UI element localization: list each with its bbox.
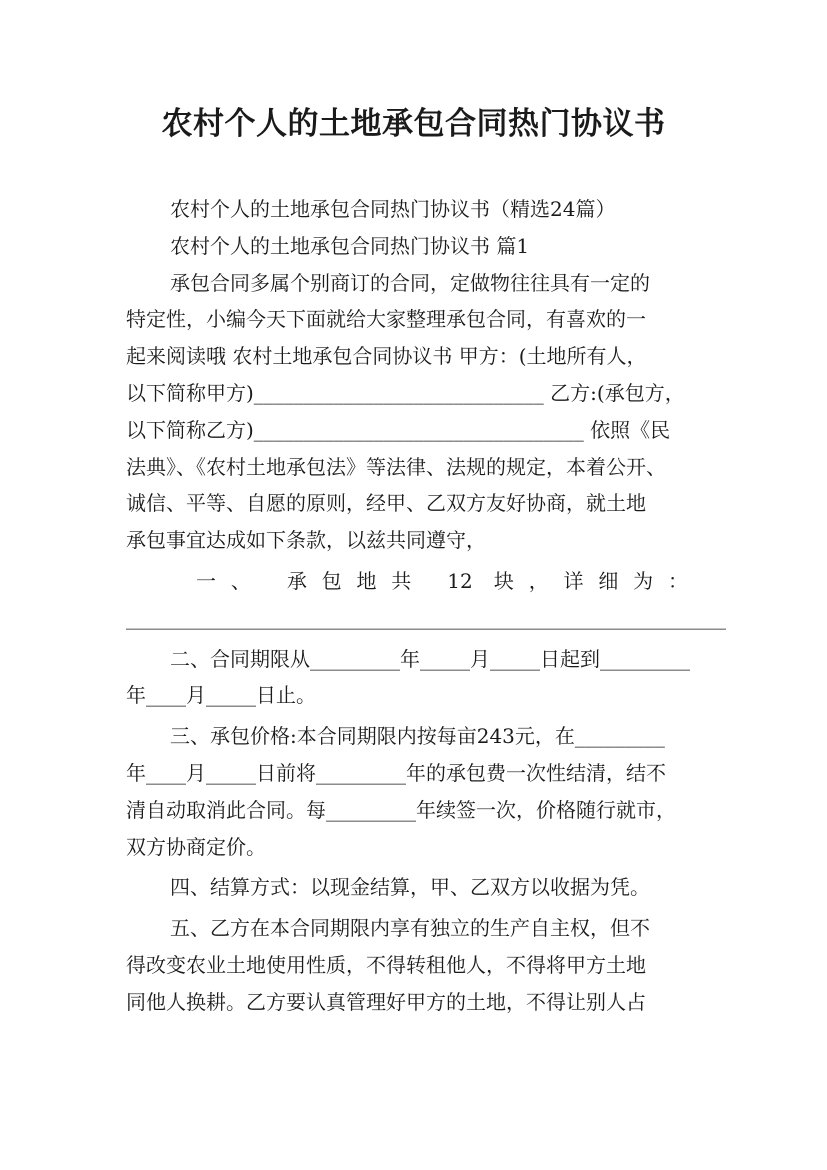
document-title: 农村个人的土地承包合同热门协议书 bbox=[161, 106, 666, 142]
blank-underline: ____________________________________________________________ bbox=[126, 605, 726, 630]
paragraph-line: 年____月_____日止。 bbox=[126, 683, 316, 708]
paragraph-line: 同他人换耕。乙方要认真管理好甲方的土地，不得让别人占 bbox=[126, 989, 646, 1014]
party-a-line: 以下简称甲方)_____________________________ 乙方:(承包方， bbox=[126, 380, 685, 405]
paragraph-line: 清自动取消此合同。每_________年续签一次，价格随行就市， bbox=[126, 797, 676, 822]
clause-1-line: 一、 承包地共 12 块，详细为： bbox=[196, 568, 688, 593]
clause-5-line: 五、乙方在本合同期限内享有独立的生产自主权，但不 bbox=[170, 916, 650, 941]
clause-4-line: 四、结算方式：以现金结算，甲、乙双方以收据为凭。 bbox=[170, 875, 650, 900]
paragraph-line: 年____月_____日前将_________年的承包费一次性结清，结不 bbox=[126, 760, 666, 785]
section-heading: 农村个人的土地承包合同热门协议书 篇1 bbox=[170, 233, 530, 258]
paragraph-line: 诚信、平等、自愿的原则，经甲、乙双方友好协商，就土地 bbox=[126, 491, 646, 516]
clause-2-line: 二、合同期限从_________年_____月_____日起到_________ bbox=[170, 646, 690, 671]
paragraph-line: 双方协商定价。 bbox=[126, 834, 266, 859]
clause-3-line: 三、承包价格:本合同期限内按每亩243元，在_________ bbox=[170, 724, 665, 749]
paragraph-line: 特定性，小编今天下面就给大家整理承包合同，有喜欢的一 bbox=[126, 307, 646, 332]
document-body bbox=[126, 191, 726, 1021]
subtitle-line: 农村个人的土地承包合同热门协议书（精选24篇） bbox=[170, 197, 616, 221]
paragraph-line: 承包事宜达成如下条款，以兹共同遵守， bbox=[126, 528, 486, 553]
paragraph-line: 得改变农业土地使用性质，不得转租他人，不得将甲方土地 bbox=[126, 952, 646, 977]
paragraph-line: 法典》、《农村土地承包法》等法律、法规的规定，本着公开、 bbox=[126, 454, 666, 479]
paragraph-line: 起来阅读哦 农村土地承包合同协议书 甲方：(土地所有人， bbox=[126, 344, 647, 369]
party-b-line: 以下简称乙方)_________________________________ 依照《民 bbox=[126, 417, 671, 442]
paragraph-line: 承包合同多属个别商订的合同，定做物往往具有一定的 bbox=[170, 270, 650, 295]
